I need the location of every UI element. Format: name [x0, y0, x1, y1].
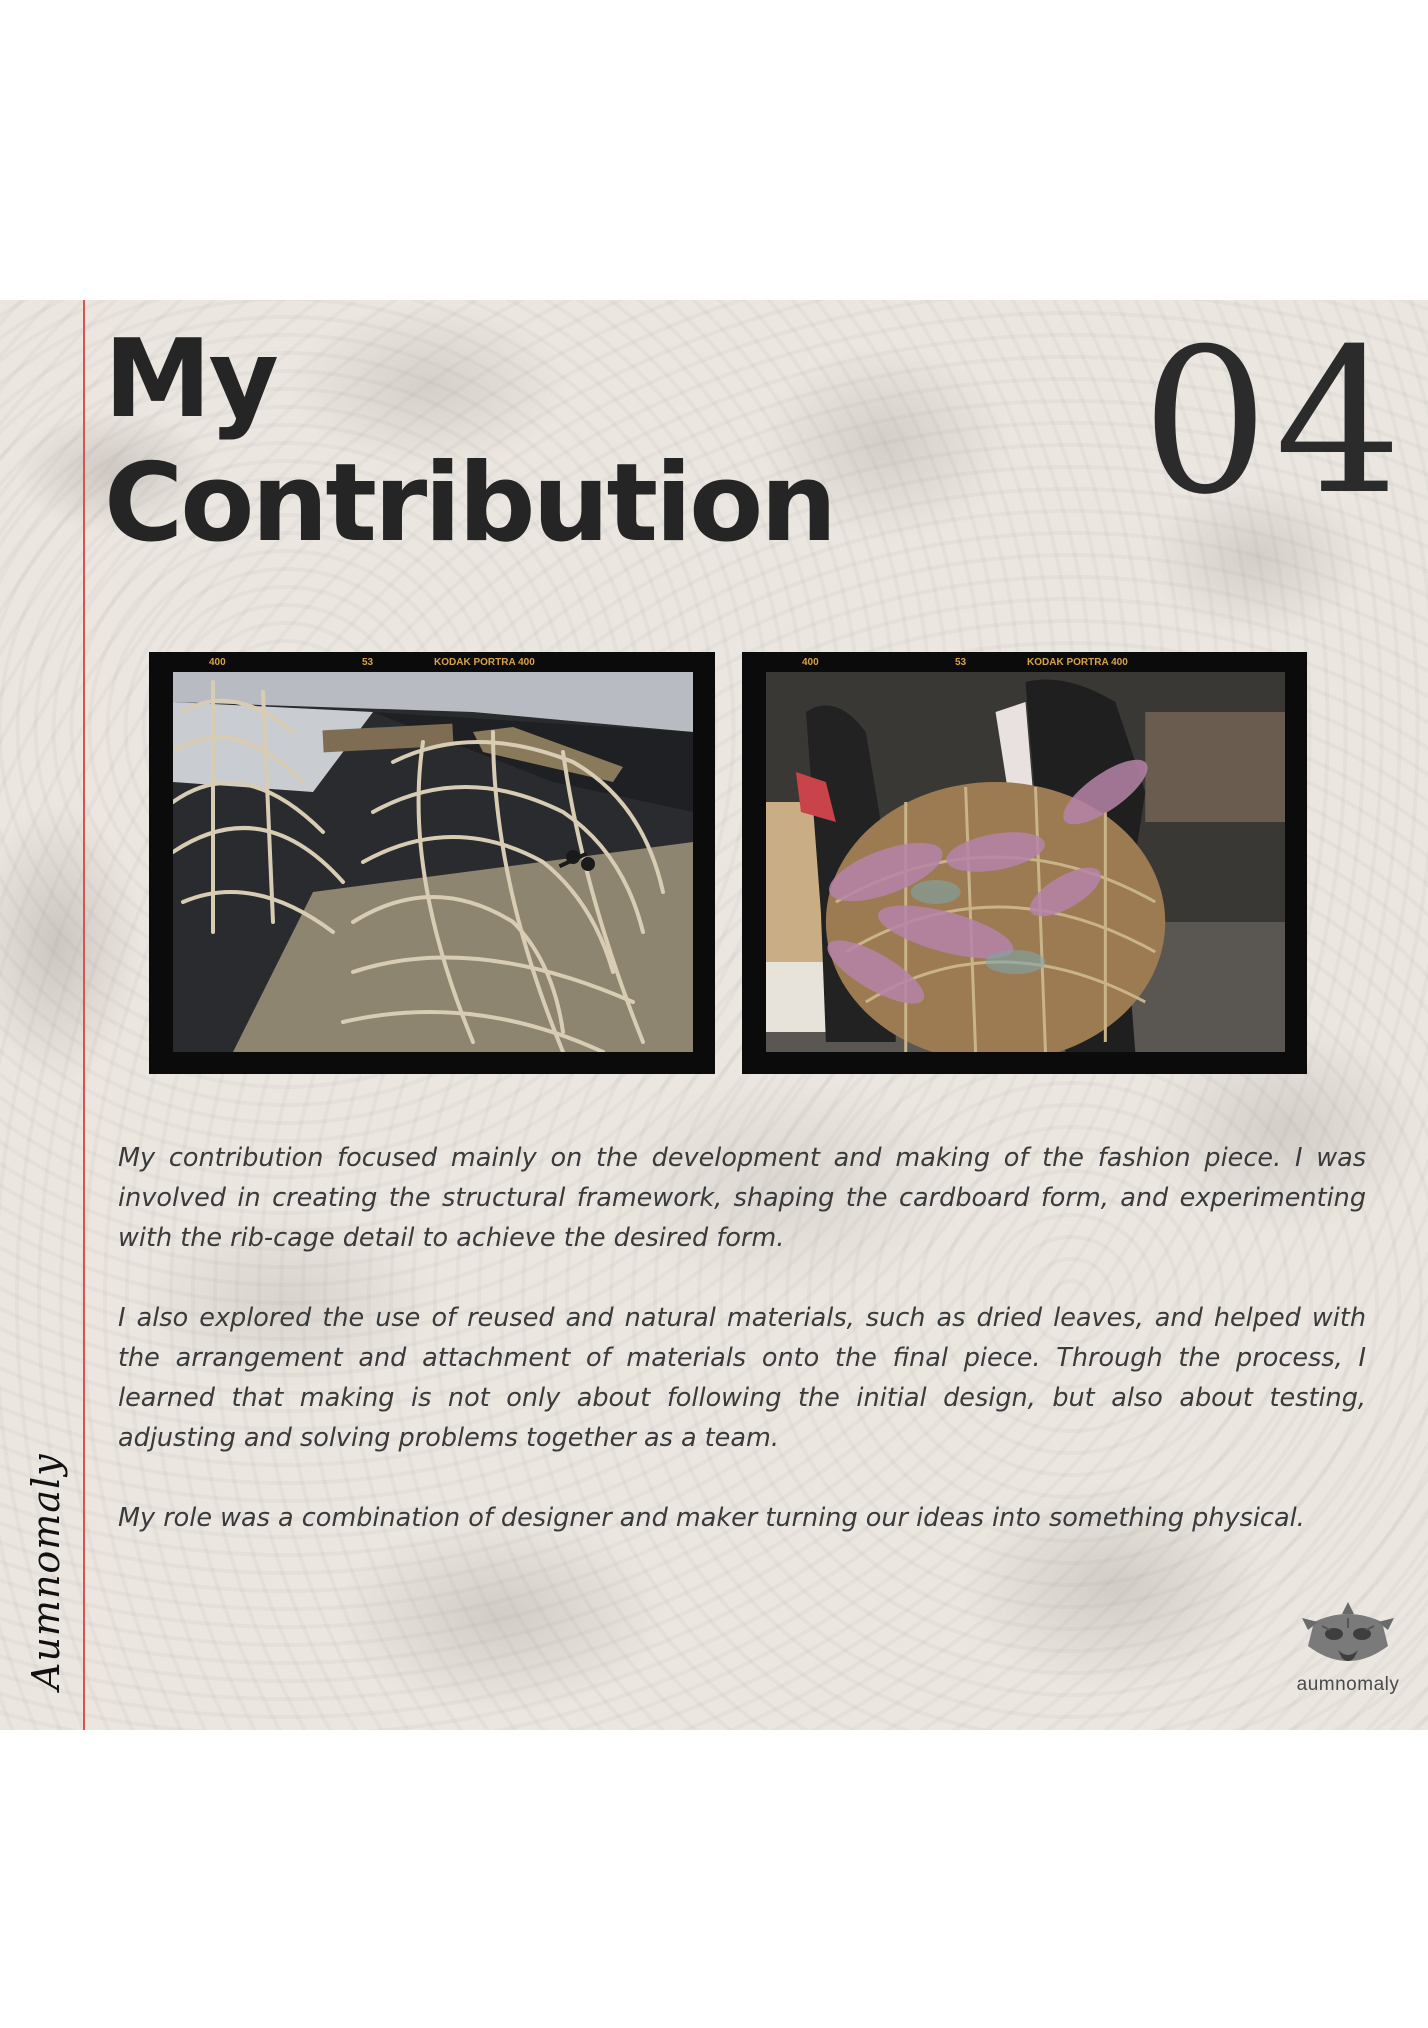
- photo-team-attaching-flowers: [742, 652, 1307, 1074]
- accent-line: [83, 300, 85, 1730]
- team-flowers-illustration: [766, 672, 1285, 1052]
- film-speed: 400: [802, 657, 819, 668]
- body-text: [118, 1138, 1366, 1578]
- body-paragraph-2: I also explored the use of reused and natural materials, such as dried leaves, and helped with the arrangement and attachment of materials onto the final piece. Through the process, I learned that making is not only about following the initial design, but also about testing, adjusting and solving problems together as a team.: [118, 1303, 1366, 1453]
- rattan-frame-illustration: [173, 672, 693, 1052]
- film-label: KODAK PORTRA 400: [1027, 657, 1128, 668]
- page-number: 04: [1141, 306, 1408, 539]
- film-border-text: [742, 654, 1307, 672]
- photo-image: [173, 672, 693, 1052]
- brand-logo: [1292, 1600, 1404, 1712]
- page-title: My Contribution: [104, 317, 835, 566]
- photo-rattan-frame: [149, 652, 715, 1074]
- film-frame-number: 53: [362, 657, 374, 668]
- body-paragraph-3: My role was a combination of designer and maker turning our ideas into something physical.: [118, 1503, 1305, 1533]
- body-paragraph-1: My contribution focused mainly on the development and making of the fashion piece. I was involved in creating the structural framework, shaping the cardboard form, and experimenting with the rib-cage detail to achieve the desired form.: [118, 1143, 1366, 1253]
- photo-image: [766, 672, 1285, 1052]
- film-label: KODAK PORTRA 400: [434, 657, 535, 668]
- film-speed: 400: [209, 657, 226, 668]
- film-frame-number: 53: [955, 657, 967, 668]
- film-border-text: [149, 654, 715, 672]
- side-brand-text: Aumnomaly: [24, 1453, 68, 1690]
- logo-text: aumnomaly: [1296, 1674, 1400, 1695]
- tiger-mask-icon: [1302, 1600, 1394, 1672]
